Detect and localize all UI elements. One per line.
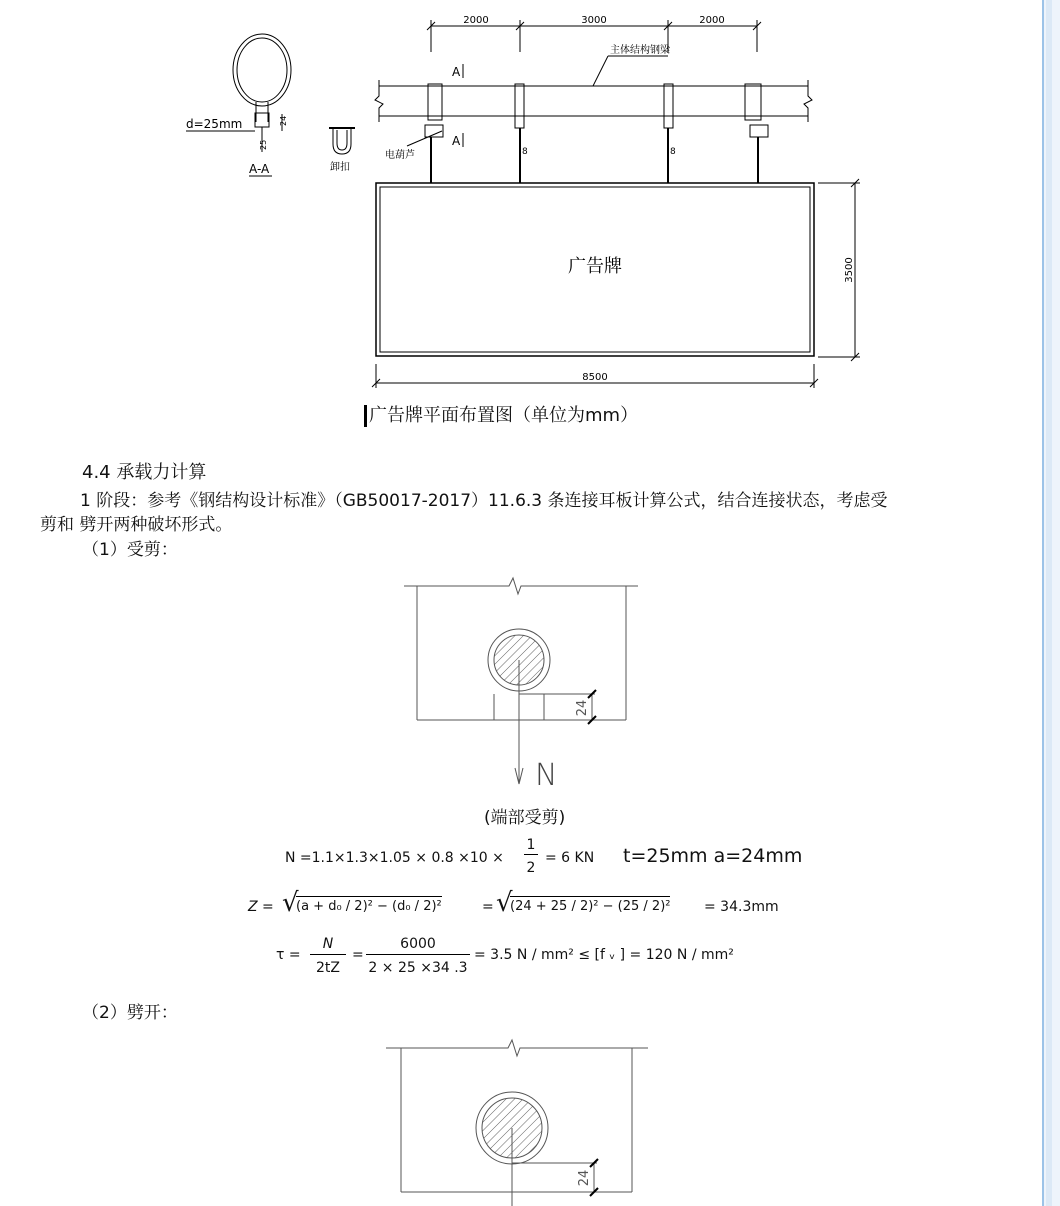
formula-z <box>248 890 808 924</box>
dim-24-small: 24 <box>279 115 288 126</box>
formula-n <box>285 836 805 884</box>
split-title: （2）劈开： <box>82 1003 178 1023</box>
section-heading: 4.4 承载力计算 <box>82 462 207 483</box>
scrollbar-thumb[interactable] <box>1046 0 1052 1206</box>
shear-title: （1）受剪： <box>82 540 178 560</box>
z-lhs: Z = <box>248 899 274 915</box>
n-fraction <box>524 836 538 881</box>
shear-figure <box>400 572 660 792</box>
z-result: = 34.3mm <box>704 899 779 915</box>
tau-fraction-2 <box>366 934 470 981</box>
n-params: t=25mm a=24mm <box>623 845 803 867</box>
radical-sign-2: √ <box>496 888 513 918</box>
z-eq: = <box>482 899 494 915</box>
n-expression: N =1.1×1.3×1.05 × 0.8 ×10 × <box>285 850 504 866</box>
rod-label-1: 8 <box>522 147 528 157</box>
rod-label-2: 8 <box>670 147 676 157</box>
dim-top-1: 2000 <box>463 15 489 26</box>
width-dim: 8500 <box>582 372 608 383</box>
dim-top-3: 2000 <box>699 15 725 26</box>
tau-den-1: 2tZ <box>316 960 340 976</box>
tau-eq: = <box>352 947 364 963</box>
z-radicand-1: (a + d₀ / 2)² − (d₀ / 2)² <box>296 896 442 914</box>
section-mark-top: A <box>452 65 461 79</box>
tau-fraction-1 <box>310 934 346 981</box>
tau-lhs: τ = <box>276 947 301 963</box>
section-label: A-A <box>249 162 270 176</box>
dim-top-2: 3000 <box>581 15 607 26</box>
shear-figure-caption: (端部受剪) <box>484 808 566 828</box>
z-radicand-2: (24 + 25 / 2)² − (25 / 2)² <box>510 896 670 914</box>
billboard-layout-drawing <box>0 0 1042 400</box>
n-result: = 6 KN <box>545 850 595 866</box>
tau-result: = 3.5 N / mm² ≤ [f ᵥ ] = 120 N / mm² <box>474 947 734 963</box>
tau-num-1: N <box>322 936 334 952</box>
shear-force-label: N <box>535 758 558 792</box>
section-mark-bottom: A <box>452 134 461 148</box>
n-fraction-den: 2 <box>526 860 536 876</box>
dim-25-small: 25 <box>259 139 268 150</box>
height-dim: 3500 <box>844 257 855 283</box>
board-label: 广告牌 <box>568 256 622 277</box>
radical-sign-1: √ <box>282 888 299 918</box>
formula-tau <box>276 934 796 984</box>
tau-den-2: 2 × 25 ×34 .3 <box>368 960 468 976</box>
paragraph-line-2: 剪和 劈开两种破坏形式。 <box>40 515 233 535</box>
paragraph-line-1: 1 阶段：参考《钢结构设计标准》（GB50017-2017）11.6.3 条连接耳板计算公式，结合连接状态，考虑受 <box>80 491 888 511</box>
caption-text: 广告牌平面布置图（单位为mm） <box>369 405 639 426</box>
tau-num-2: 6000 <box>400 936 436 952</box>
n-fraction-num: 1 <box>526 837 536 853</box>
drawing-caption <box>364 405 638 427</box>
shear-dim: 24 <box>575 699 590 717</box>
split-figure <box>382 1036 662 1206</box>
clamp-label: 卸扣 <box>330 162 350 173</box>
split-dim: 24 <box>577 1169 592 1187</box>
d-label: d=25mm <box>186 117 243 131</box>
main-beam-label: 主体结构钢梁 <box>610 45 670 56</box>
hoist-label: 电葫芦 <box>385 150 415 161</box>
